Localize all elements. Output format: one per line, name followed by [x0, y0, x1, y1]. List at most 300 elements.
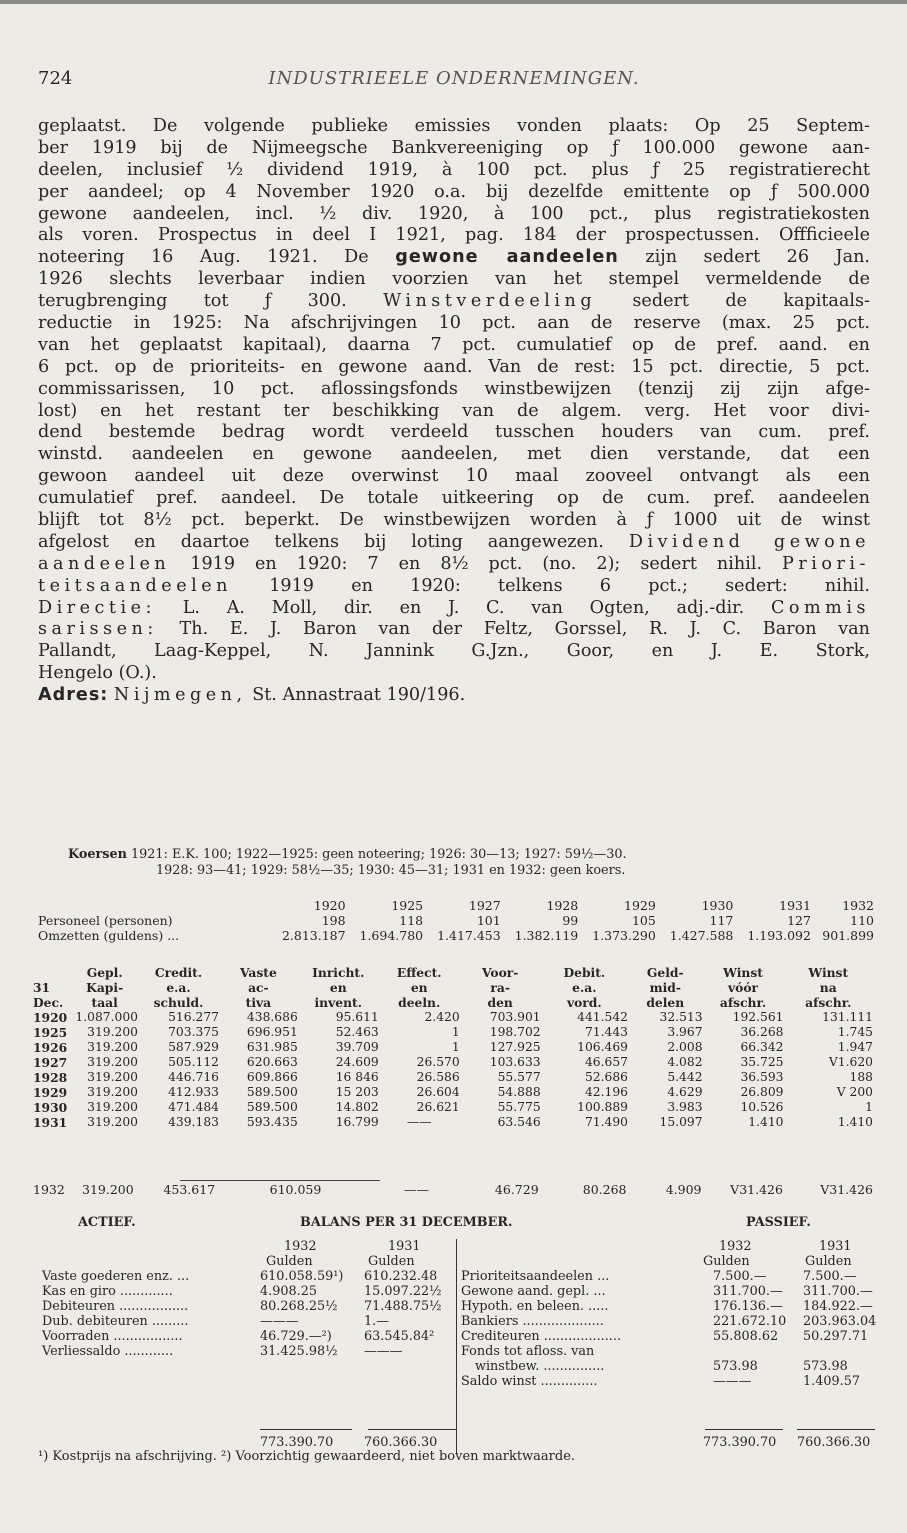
table-cell: 100.889	[577, 1100, 628, 1114]
table-header-cell: na	[819, 980, 837, 995]
table-header-cell: Gepl.	[86, 965, 123, 980]
text-line: commissarissen, 10 pct. aflossingsfonds winstbewijzen (tenzij zij zijn afge-	[38, 378, 870, 399]
balance-value-1932: 31.425.98½	[260, 1344, 338, 1359]
table-cell: 1.382.119	[514, 928, 579, 943]
table-cell: V31.426	[820, 1182, 873, 1197]
table-cell: 319.200	[87, 1070, 139, 1084]
text-line	[38, 685, 870, 707]
text-line: 6 pct. op de prioriteits- en gewone aand. Van de rest: 15 pct. directie, 5 pct.	[38, 356, 870, 377]
heading-prioriteit: Priori-	[782, 553, 870, 574]
table-header-cell: Inricht.	[312, 965, 365, 980]
table-header-cell: e.a.	[166, 980, 191, 995]
text-fragment: 1919 en 1920: telkens 6 pct.; sedert: nihil.	[269, 575, 870, 596]
text-fragment: terugbrenging tot ƒ 300.	[38, 291, 347, 312]
balance-value-1932: 7.500.—	[713, 1269, 767, 1284]
balance-value-1931: ———	[364, 1344, 403, 1359]
table-cell: 587.929	[168, 1040, 219, 1054]
balance-row	[38, 1329, 456, 1344]
table-cell: 1.694.780	[359, 928, 424, 943]
table-cell: 1.087.000	[75, 1010, 139, 1024]
table-cell: 1925	[391, 898, 424, 913]
koersen-line: 1928: 93—41; 1929: 58½—35; 1930: 45—31; 1931 en 1932: geen koers.	[156, 863, 626, 878]
balance-value-1932: 46.729.—²)	[260, 1329, 332, 1344]
table-cell: 1.427.588	[669, 928, 734, 943]
koersen-text: 1921: E.K. 100; 1922—1925: geen noteering; 1926: 30—13; 1927: 59½—30.	[131, 847, 627, 862]
balance-row-label: Prioriteitsaandeelen ...	[461, 1269, 610, 1284]
balance-value-1932: 573.98	[713, 1359, 758, 1374]
table-cell: 1926	[33, 1040, 68, 1055]
table-cell: 42.196	[584, 1085, 628, 1099]
table-header-cell: ac-	[248, 980, 269, 995]
table-cell: 4.082	[667, 1055, 703, 1069]
table-row	[33, 1055, 873, 1070]
table-row	[33, 1100, 873, 1115]
balance-row-label: Voorraden .................	[42, 1329, 183, 1344]
table-header-cell: afschr.	[805, 995, 852, 1010]
heading-winstverdeeling: Winstverdeeling	[383, 291, 597, 312]
table-header-cell: vord.	[566, 995, 602, 1010]
table-cell: 26.621	[416, 1100, 460, 1114]
table-cell: 198	[321, 913, 346, 928]
text-line: Pallandt, Laag-Keppel, N. Jannink G.Jzn., Goor, en J. E. Stork,	[38, 641, 870, 662]
unit-row	[38, 1254, 456, 1269]
text-line: cumulatief pref. aandeel. De totale uitkeering op de cum. pref. aandeelen	[38, 488, 870, 509]
year-label: 1932	[284, 1239, 317, 1254]
table-row	[38, 928, 874, 943]
table-cell: 319.200	[87, 1055, 139, 1069]
text-line: per aandeel; op 4 November 1920 o.a. bij dezelfde emittente op ƒ 500.000	[38, 181, 870, 202]
table-cell: 703.901	[489, 1010, 541, 1024]
balance-row-label: Vaste goederen enz. ...	[42, 1269, 190, 1284]
table-cell: Personeel (personen)	[38, 913, 173, 928]
table-cell: 36.268	[740, 1025, 784, 1039]
table-row	[33, 1070, 873, 1085]
text-line: blijft tot 8½ pct. beperkt. De winstbewijzen worden à ƒ 1000 uit de winst	[38, 510, 870, 531]
balance-value-1932: 311.700.—	[713, 1284, 783, 1299]
totals-row	[457, 1435, 875, 1450]
balance-value-1931: 573.98	[803, 1359, 848, 1374]
balance-row	[457, 1359, 875, 1374]
balance-value-1932: 55.808.62	[713, 1329, 779, 1344]
table-cell: 319.200	[82, 1182, 134, 1197]
heading-sarissen: sarissen:	[38, 619, 158, 640]
totals-row	[38, 1435, 456, 1450]
table-cell: ——	[404, 1182, 430, 1197]
text-line: ber 1919 bij de Nijmeegsche Bankvereeniging op ƒ 100.000 gewone aan-	[38, 137, 870, 158]
table-header-cell: Geld-	[646, 965, 684, 980]
balance-value-1932: 176.136.—	[713, 1299, 783, 1314]
table-cell: 24.609	[335, 1055, 379, 1069]
balance-row	[38, 1299, 456, 1314]
table-cell: V31.426	[730, 1182, 783, 1197]
year-row	[457, 1239, 875, 1254]
table-cell: 14.802	[335, 1100, 379, 1114]
balance-row-label: Verliessaldo ............	[42, 1344, 174, 1359]
table-cell: 110	[850, 913, 874, 928]
table-header-cell: schuld.	[153, 995, 204, 1010]
heading-prioriteitsaandeelen: teitsaandeelen	[38, 575, 232, 596]
table-cell: 198.702	[489, 1025, 541, 1039]
balance-value-1931: 1.—	[364, 1314, 390, 1329]
table-cell: 101	[476, 913, 501, 928]
table-cell: 71.443	[584, 1025, 628, 1039]
table-header-cell: Kapi-	[86, 980, 124, 995]
heading-aandeelen: aandeelen	[38, 553, 171, 574]
balance-row-label: Gewone aand. gepl. ...	[461, 1284, 606, 1299]
total-value: 773.390.70	[703, 1435, 777, 1450]
table-cell: 16.799	[335, 1115, 379, 1129]
heading-balans: BALANS PER 31 DECEMBER.	[300, 1215, 513, 1230]
table-header-cell: en	[410, 980, 428, 995]
text-fragment: 1919 en 1920: 7 en 8½ pct. (no. 2); sedert nihil.	[190, 553, 763, 574]
balance-value-1932: 4.908.25	[260, 1284, 317, 1299]
table-cell: 1.410	[837, 1115, 873, 1129]
heading-passief: PASSIEF.	[746, 1215, 811, 1230]
table-cell: 516.277	[168, 1010, 219, 1024]
heading-actief: ACTIEF.	[78, 1215, 136, 1230]
balance-row	[457, 1344, 875, 1359]
table-header-cell: Winst	[808, 965, 849, 980]
text-fragment: Nijmegen,	[113, 685, 247, 706]
table-cell: 103.633	[489, 1055, 541, 1069]
table-cell: 620.663	[246, 1055, 298, 1069]
table-row	[33, 1010, 873, 1025]
text-line: Hengelo (O.).	[38, 663, 157, 684]
table-header-cell: mid-	[649, 980, 681, 995]
text-line	[38, 554, 870, 576]
balance-value-1932: ———	[260, 1314, 299, 1329]
text-line: dend bestemde bedrag wordt verdeeld tusschen houders van cum. pref.	[38, 422, 870, 443]
text-fragment: sedert de kapitaals-	[632, 291, 870, 312]
table-cell: 3.967	[667, 1025, 703, 1039]
balance-row	[38, 1284, 456, 1299]
table-cell: 1931	[779, 898, 811, 913]
scan-edge	[0, 0, 907, 4]
table-cell: 118	[399, 913, 424, 928]
table-cell: 319.200	[87, 1100, 139, 1114]
balance-row	[38, 1314, 456, 1329]
table-row	[33, 1182, 873, 1197]
table-header-cell: e.a.	[572, 980, 597, 995]
table-header-cell: Voor-	[481, 965, 519, 980]
table-cell: 1925	[33, 1025, 68, 1040]
koersen-block	[68, 847, 848, 879]
table-header-cell: Vaste	[239, 965, 277, 980]
balance-history-table	[33, 965, 873, 1130]
table-header-row	[38, 898, 874, 913]
footnotes: ¹) Kostprijs na afschrijving. ²) Voorzichtig gewaardeerd, niet boven marktwaarde.	[38, 1449, 576, 1464]
year-row	[38, 1239, 456, 1254]
table-header-cell: ra-	[490, 980, 510, 995]
table-row	[33, 1025, 873, 1040]
running-title: INDUSTRIEELE ONDERNEMINGEN.	[268, 68, 640, 89]
total-value: 773.390.70	[260, 1435, 334, 1450]
table-cell: V1.620	[828, 1055, 873, 1069]
balance-row-label: Kas en giro .............	[42, 1284, 173, 1299]
table-cell: 46.729	[494, 1182, 539, 1197]
balance-value-1931: 1.409.57	[803, 1374, 860, 1389]
sum-line	[705, 1429, 783, 1430]
balance-row	[457, 1329, 875, 1344]
table-cell: 696.951	[246, 1025, 298, 1039]
table-cell: 71.490	[584, 1115, 628, 1129]
text-line: gewoon aandeel uit deze overwinst 10 maal zooveel ontvangt als een	[38, 466, 870, 487]
table-cell: V 200	[836, 1085, 873, 1099]
table-cell: 412.933	[168, 1085, 219, 1099]
table-cell: 52.463	[335, 1025, 379, 1039]
table-cell: 117	[709, 913, 734, 928]
merged-columns-brace	[180, 1168, 380, 1181]
table-header-cell: deeln.	[398, 995, 441, 1010]
table-cell: 2.008	[667, 1040, 703, 1054]
table-cell: 106.469	[577, 1040, 628, 1054]
sum-line	[368, 1429, 456, 1430]
table-cell: 1929	[624, 898, 656, 913]
text-line: gewone aandeelen, incl. ½ div. 1920, à 100 pct., plus registratiekosten	[38, 203, 870, 224]
table-cell: 589.500	[246, 1100, 298, 1114]
balance-value-1931: 15.097.22½	[364, 1284, 442, 1299]
text-fragment: afgelost en daartoe telkens bij loting aangewezen.	[38, 531, 604, 552]
text-fragment: St. Annastraat 190/196.	[252, 685, 466, 706]
text-line: als voren. Prospectus in deel I 1921, pag. 184 der prospectussen. Offficieele	[38, 225, 870, 246]
balance-value-1932: 221.672.10	[713, 1314, 787, 1329]
table-cell: 127	[787, 913, 811, 928]
heading-adres: Adres:	[38, 685, 109, 706]
unit-label: Gulden	[805, 1254, 852, 1269]
table-header-cell: Dec.	[33, 995, 64, 1010]
table-header-row	[33, 980, 873, 995]
table-cell: 26.586	[416, 1070, 460, 1084]
table-cell: 26.570	[416, 1055, 460, 1069]
balance-value-1932: 80.268.25½	[260, 1299, 338, 1314]
staff-turnover-table	[38, 898, 874, 943]
balance-value-1931: 63.545.84²	[364, 1329, 435, 1344]
text-fragment: noteering 16 Aug. 1921. De	[38, 247, 369, 268]
table-cell: 55.775	[497, 1100, 541, 1114]
table-cell: 63.546	[497, 1115, 541, 1129]
table-cell: 631.985	[246, 1040, 298, 1054]
heading-directie: Directie:	[38, 597, 156, 618]
unit-label: Gulden	[266, 1254, 313, 1269]
text-line: deelen, inclusief ½ dividend 1919, à 100 pct. plus ƒ 25 registratierecht	[38, 159, 870, 180]
text-line	[38, 576, 870, 598]
table-header-cell: Debit.	[563, 965, 606, 980]
table-cell: 1.410	[748, 1115, 784, 1129]
table-cell: 10.526	[740, 1100, 784, 1114]
heading-gewone-aandeelen: gewone aandeelen	[395, 247, 619, 268]
balance-row	[457, 1374, 875, 1389]
table-cell: 1	[451, 1040, 460, 1054]
table-cell: 1929	[33, 1085, 68, 1100]
balance-row	[457, 1269, 875, 1284]
table-row	[33, 1085, 873, 1100]
text-line	[38, 247, 870, 269]
balance-value-1932: 610.058.59¹)	[260, 1269, 344, 1284]
table-cell: 36.593	[740, 1070, 784, 1084]
balance-row-label: winstbew. ...............	[475, 1359, 605, 1374]
table-cell: 192.561	[732, 1010, 784, 1024]
table-cell: 46.657	[584, 1055, 628, 1069]
year-label: 1931	[388, 1239, 421, 1254]
table-cell: 95.611	[335, 1010, 379, 1024]
table-header-cell: taal	[91, 995, 118, 1010]
table-cell: 446.716	[168, 1070, 219, 1084]
balance-headings	[38, 1215, 874, 1233]
table-header-cell: Winst	[723, 965, 763, 980]
table-cell: 1.947	[837, 1040, 873, 1054]
table-cell: 610.059	[269, 1182, 322, 1197]
balance-row	[457, 1314, 875, 1329]
table-cell: 703.375	[168, 1025, 219, 1039]
table-cell: 188	[849, 1070, 873, 1084]
balance-value-1931: 184.922.—	[803, 1299, 873, 1314]
heading-dividend: Dividend gewone	[628, 531, 870, 552]
table-cell: 441.542	[577, 1010, 628, 1024]
table-cell: 1930	[33, 1100, 68, 1115]
table-cell: 453.617	[163, 1182, 216, 1197]
balance-value-1931: 50.297.71	[803, 1329, 869, 1344]
text-line	[38, 291, 870, 313]
balance-row-label: Fonds tot afloss. van	[461, 1344, 595, 1359]
table-row	[33, 1040, 873, 1055]
sum-line	[260, 1429, 352, 1430]
table-cell	[38, 898, 268, 913]
table-header-cell: vóór	[728, 980, 759, 995]
table-cell: 319.200	[87, 1040, 139, 1054]
table-cell: 1.193.092	[747, 928, 811, 943]
sum-line	[797, 1429, 875, 1430]
table-cell: 438.686	[246, 1010, 298, 1024]
table-row	[38, 913, 874, 928]
table-cell: 609.866	[246, 1070, 298, 1084]
unit-label: Gulden	[703, 1254, 750, 1269]
table-header-cell: den	[487, 995, 513, 1010]
table-cell: 1930	[701, 898, 734, 913]
balance-row-label: Saldo winst ..............	[461, 1374, 598, 1389]
balance-value-1932: ———	[713, 1374, 752, 1389]
table-header-row	[33, 995, 873, 1010]
heading-commissarissen: Commis	[770, 597, 870, 618]
table-cell: 4.629	[667, 1085, 703, 1099]
balance-value-1931: 610.232.48	[364, 1269, 438, 1284]
table-cell: 52.686	[584, 1070, 628, 1084]
text-line: van het geplaatst kapitaal), daarna 7 pct. cumulatief op de pref. aand. en	[38, 334, 870, 355]
table-cell: 105	[631, 913, 656, 928]
table-cell: 16 846	[335, 1070, 379, 1084]
table-header-cell: Effect.	[396, 965, 442, 980]
table-cell: 2.420	[424, 1010, 460, 1024]
table-cell: 1.417.453	[437, 928, 501, 943]
balance-1932-row	[33, 1182, 873, 1197]
table-cell: 505.112	[168, 1055, 219, 1069]
unit-label: Gulden	[368, 1254, 415, 1269]
balance-row	[38, 1344, 456, 1359]
table-cell: 1931	[33, 1115, 68, 1130]
table-cell: 319.200	[87, 1115, 139, 1129]
table-cell: 26.604	[416, 1085, 460, 1099]
table-cell: 15.097	[659, 1115, 703, 1129]
page-header	[38, 68, 870, 94]
balance-value-1931: 71.488.75½	[364, 1299, 442, 1314]
total-value: 760.366.30	[797, 1435, 871, 1450]
unit-row	[457, 1254, 875, 1269]
table-cell: 127.925	[489, 1040, 541, 1054]
table-cell: 15 203	[335, 1085, 379, 1099]
text-fragment: zijn sedert 26 Jan.	[645, 247, 870, 268]
table-cell: 1932	[842, 898, 874, 913]
balance-row	[457, 1299, 875, 1314]
table-cell: 26.809	[740, 1085, 784, 1099]
total-value: 760.366.30	[364, 1435, 438, 1450]
table-cell: 80.268	[582, 1182, 627, 1197]
table-cell: 3.983	[667, 1100, 703, 1114]
text-line: reductie in 1925: Na afschrijvingen 10 pct. aan de reserve (max. 25 pct.	[38, 313, 870, 334]
page-number: 724	[38, 68, 73, 89]
table-header-cell: delen	[646, 995, 685, 1010]
table-cell: 131.111	[822, 1010, 873, 1024]
table-cell: 1.373.290	[592, 928, 656, 943]
table-header-cell: tiva	[245, 995, 272, 1010]
text-fragment: Th. E. J. Baron van der Feltz, Gorssel, R. J. C. Baron van	[179, 619, 870, 640]
table-cell: 901.899	[822, 928, 874, 943]
balance-row	[38, 1269, 456, 1284]
text-line	[38, 532, 870, 554]
table-cell: 5.442	[667, 1070, 703, 1084]
year-label: 1932	[719, 1239, 752, 1254]
table-cell: ——	[406, 1115, 432, 1129]
text-line	[38, 619, 870, 641]
balance-row-label: Bankiers ....................	[461, 1314, 604, 1329]
table-cell: 1	[865, 1100, 873, 1114]
main-paragraph	[38, 116, 870, 707]
text-line: lost) en het restant ter beschikking van de algem. verg. Het voor divi-	[38, 400, 870, 421]
text-line: geplaatst. De volgende publieke emissies vonden plaats: Op 25 Septem-	[38, 116, 870, 136]
table-cell: 1.745	[837, 1025, 873, 1039]
balance-row-label: Dub. debiteuren .........	[42, 1314, 189, 1329]
table-cell: 1928	[33, 1070, 68, 1085]
table-cell: 99	[562, 913, 579, 928]
table-cell: 2.813.187	[281, 928, 346, 943]
balance-value-1931: 7.500.—	[803, 1269, 857, 1284]
table-cell: 1928	[546, 898, 579, 913]
table-header-cell	[33, 965, 71, 980]
table-cell: 66.342	[740, 1040, 784, 1054]
table-header-cell: 31	[33, 980, 51, 995]
text-fragment: L. A. Moll, dir. en J. C. van Ogten, adj.-dir.	[182, 597, 745, 618]
year-label: 1931	[819, 1239, 852, 1254]
table-cell: 1932	[33, 1182, 65, 1197]
table-cell: 319.200	[87, 1025, 139, 1039]
table-row	[33, 1115, 873, 1130]
table-header-cell: afschr.	[719, 995, 767, 1010]
balance-row-label: Debiteuren .................	[42, 1299, 189, 1314]
table-cell: 471.484	[168, 1100, 219, 1114]
balance-value-1931: 311.700.—	[803, 1284, 873, 1299]
table-cell: 35.725	[740, 1055, 784, 1069]
table-cell: 39.709	[335, 1040, 379, 1054]
balance-passief-column	[456, 1239, 875, 1453]
table-cell: 319.200	[87, 1085, 139, 1099]
table-cell: 32.513	[659, 1010, 703, 1024]
text-line	[38, 598, 870, 620]
table-cell: 593.435	[246, 1115, 298, 1129]
balance-row-label: Crediteuren ...................	[461, 1329, 622, 1344]
table-header-cell: invent.	[314, 995, 362, 1010]
table-cell: 55.577	[497, 1070, 541, 1084]
table-cell: 439.183	[168, 1115, 219, 1129]
table-cell: 1920	[313, 898, 346, 913]
table-cell: 1	[451, 1025, 460, 1039]
